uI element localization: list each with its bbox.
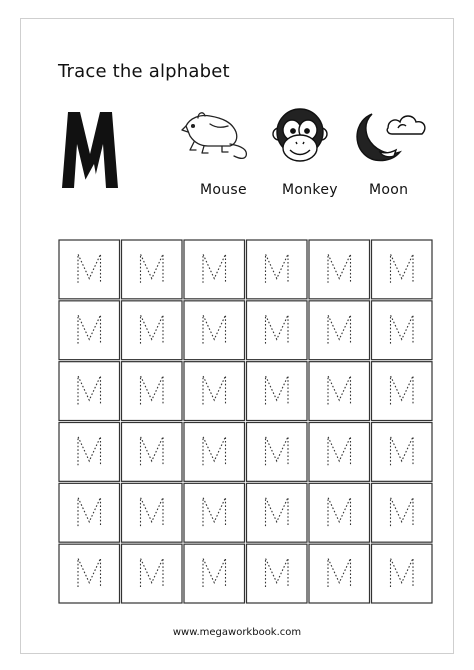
- trace-cell: [122, 301, 183, 360]
- trace-cell: [59, 483, 120, 542]
- trace-cell: [372, 483, 433, 542]
- mouse-icon: [180, 106, 252, 160]
- worksheet-title: Trace the alphabet: [58, 61, 230, 82]
- trace-cell: [372, 240, 433, 299]
- trace-cell: [122, 362, 183, 421]
- trace-cell: [247, 544, 308, 603]
- trace-cell: [309, 423, 370, 482]
- trace-cell: [247, 301, 308, 360]
- trace-cell: [184, 301, 245, 360]
- footer-url: www.megaworkbook.com: [172, 627, 302, 638]
- trace-cell: [247, 423, 308, 482]
- trace-cell: [309, 483, 370, 542]
- trace-cell: [184, 362, 245, 421]
- trace-cell: [372, 544, 433, 603]
- trace-cell: [122, 423, 183, 482]
- trace-cell: [184, 483, 245, 542]
- trace-cell: [247, 483, 308, 542]
- moon-icon: [350, 108, 430, 166]
- trace-cell: [122, 483, 183, 542]
- trace-cell: [309, 301, 370, 360]
- trace-cell: [184, 240, 245, 299]
- trace-cell: [59, 544, 120, 603]
- trace-cell: [59, 301, 120, 360]
- trace-cell: [372, 362, 433, 421]
- trace-cell: [309, 362, 370, 421]
- trace-cell: [184, 544, 245, 603]
- trace-cell: [247, 362, 308, 421]
- tracing-grid: [58, 239, 433, 604]
- trace-cell: [59, 362, 120, 421]
- trace-cell: [122, 544, 183, 603]
- monkey-icon: [272, 104, 328, 166]
- trace-cell: [184, 423, 245, 482]
- word-monkey: Monkey: [282, 182, 338, 198]
- trace-cell: [59, 423, 120, 482]
- trace-cell: [309, 240, 370, 299]
- word-mouse: Mouse: [200, 182, 247, 198]
- trace-cell: [309, 544, 370, 603]
- trace-cell: [372, 423, 433, 482]
- trace-cell: [247, 240, 308, 299]
- trace-cell: [372, 301, 433, 360]
- trace-cell: [122, 240, 183, 299]
- big-letter-m: [60, 108, 120, 190]
- word-moon: Moon: [369, 182, 409, 198]
- trace-cell: [59, 240, 120, 299]
